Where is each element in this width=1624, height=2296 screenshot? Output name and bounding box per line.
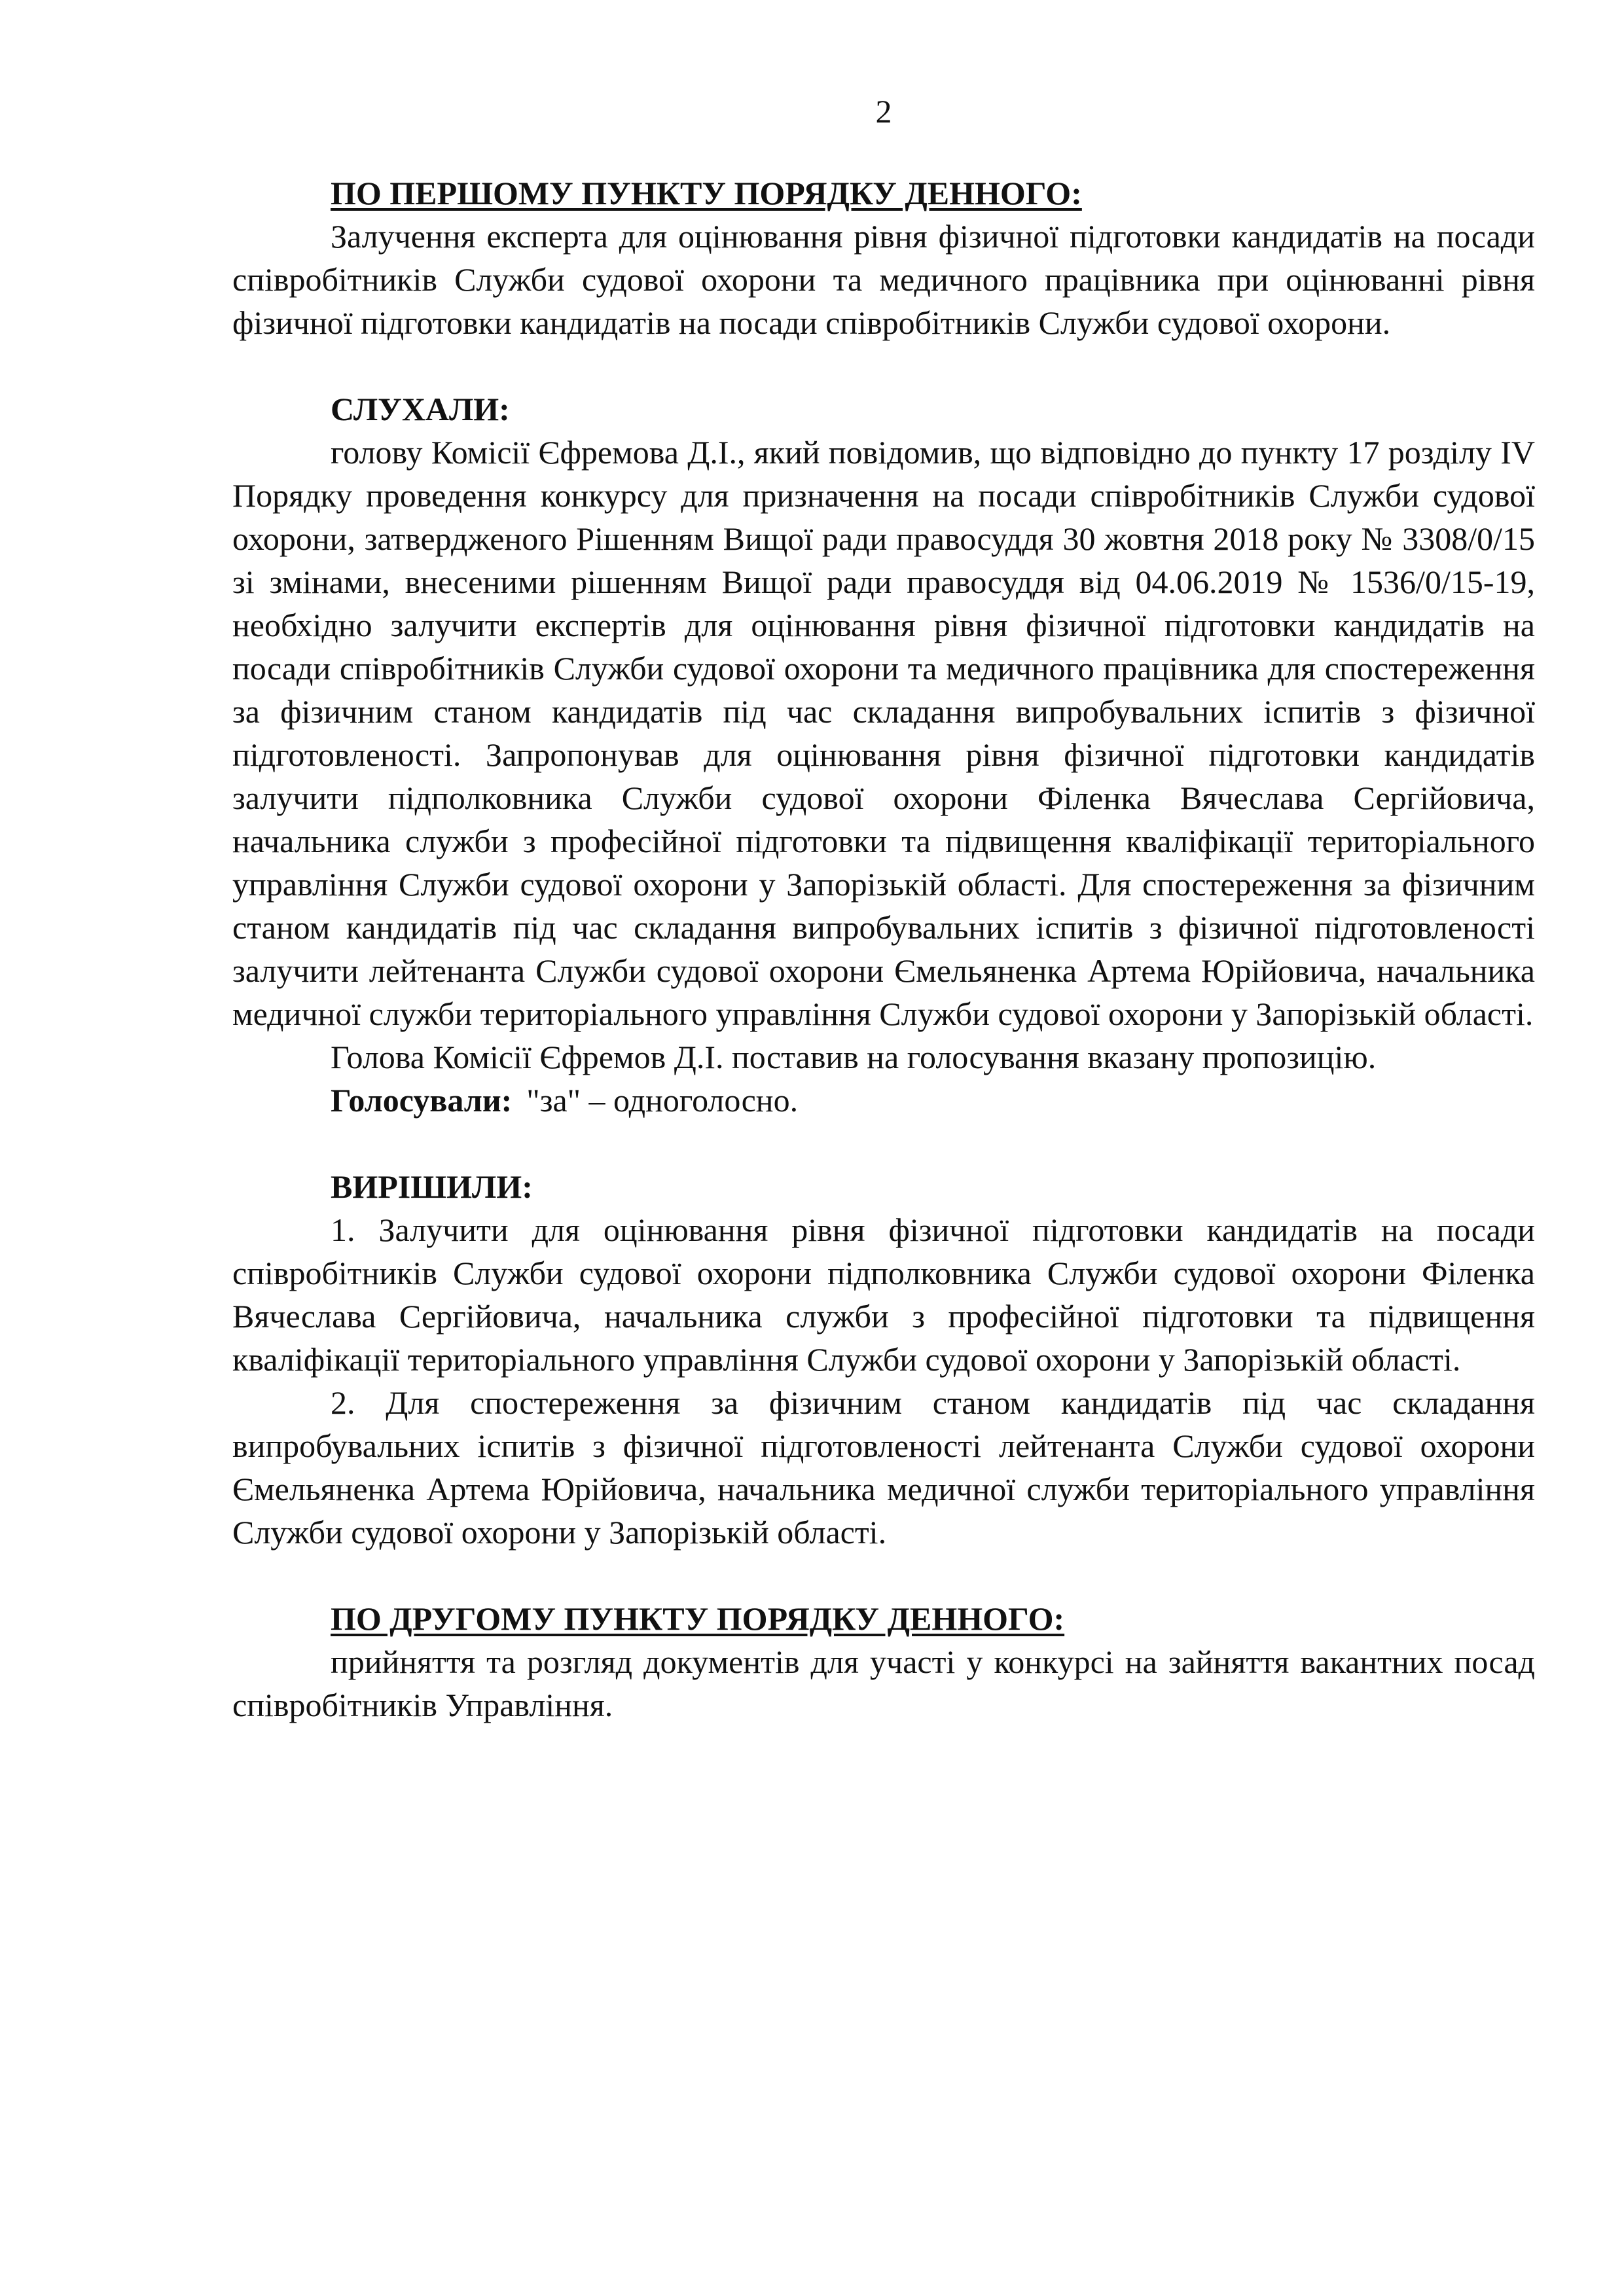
agenda-item-2-heading: ПО ДРУГОМУ ПУНКТУ ПОРЯДКУ ДЕННОГО: [331,1600,1065,1637]
agenda-item-2-section [232,1597,1535,1727]
heard-paragraph-1: голову Комісії Єфремова Д.І., який повідомив, що відповідно до пункту 17 розділу IV Порядку проведення конкурсу для призначення на посади співробітників Служби судової охорони, затвердженого Рішенням Вищої ради правосуддя 30 жовтня 2018 року № 3308/0/15 зі змінами, внесеними рішенням Вищої ради правосуддя від 04.06.2019 № 1536/0/15-19, необхідно залучити експертів для оцінювання рівня фізичної підготовки кандидатів на посади співробітників Служби судової охорони та медичного працівника для спостереження за фізичним станом кандидатів під час складання випробувальних іспитів з фізичної підготовленості. Запропонував для оцінювання рівня фізичної підготовки кандидатів залучити підполковника Служби судової охорони Філенка Вячеслава Сергійовича, начальника служби з професійної підготовки та підвищення кваліфікації територіального управління Служби судової охорони у Запорізькій області. Для спостереження за фізичним станом кандидатів під час складання випробувальних іспитів з фізичної підготовленості залучити лейтенанта Служби судової охорони Ємельяненка Артема Юрійовича, начальника медичної служби територіального управління Служби судової охорони у Запорізькій області. [232,434,1535,1032]
spacer [232,1554,1535,1597]
heard-heading: СЛУХАЛИ: [331,391,510,427]
document-page [232,92,1535,1727]
decided-section [232,1165,1535,1554]
page-number: 2 [875,93,892,130]
agenda-item-1-section [232,171,1535,344]
agenda-item-1-heading: ПО ПЕРШОМУ ПУНКТУ ПОРЯДКУ ДЕННОГО: [331,175,1082,211]
spacer [232,1122,1535,1165]
vote-label: Голосували: [331,1082,513,1119]
spacer [232,344,1535,387]
heard-paragraph-2: Голова Комісії Єфремов Д.І. поставив на голосування вказану пропозицію. [331,1039,1377,1075]
agenda-item-2-text: прийняття та розгляд документів для участі у конкурсі на зайняття вакантних посад співробітників Управління. [232,1643,1535,1723]
heard-section [232,387,1535,1122]
decision-point-1: 1. Залучити для оцінювання рівня фізичної підготовки кандидатів на посади співробітників Служби судової охорони підполковника Служби судової охорони Філенка Вячеслава Сергійовича, начальника служби з професійної підготовки та підвищення кваліфікації територіального управління Служби судової охорони у Запорізькій області. [232,1211,1535,1378]
agenda-item-1-text: Залучення експерта для оцінювання рівня фізичної підготовки кандидатів на посади співробітників Служби судової охорони та медичного працівника при оцінюванні рівня фізичної підготовки кандидатів на посади співробітників Служби судової охорони. [232,218,1535,341]
decision-point-2: 2. Для спостереження за фізичним станом кандидатів під час складання випробувальних іспитів з фізичної підготовленості лейтенанта Служби судової охорони Ємельяненка Артема Юрійовича, начальника медичної служби територіального управління Служби судової охорони у Запорізькій області. [232,1384,1535,1551]
decided-heading: ВИРІШИЛИ: [331,1168,533,1205]
vote-result: "за" – одноголосно. [526,1082,799,1119]
vote-line [232,1079,1535,1122]
